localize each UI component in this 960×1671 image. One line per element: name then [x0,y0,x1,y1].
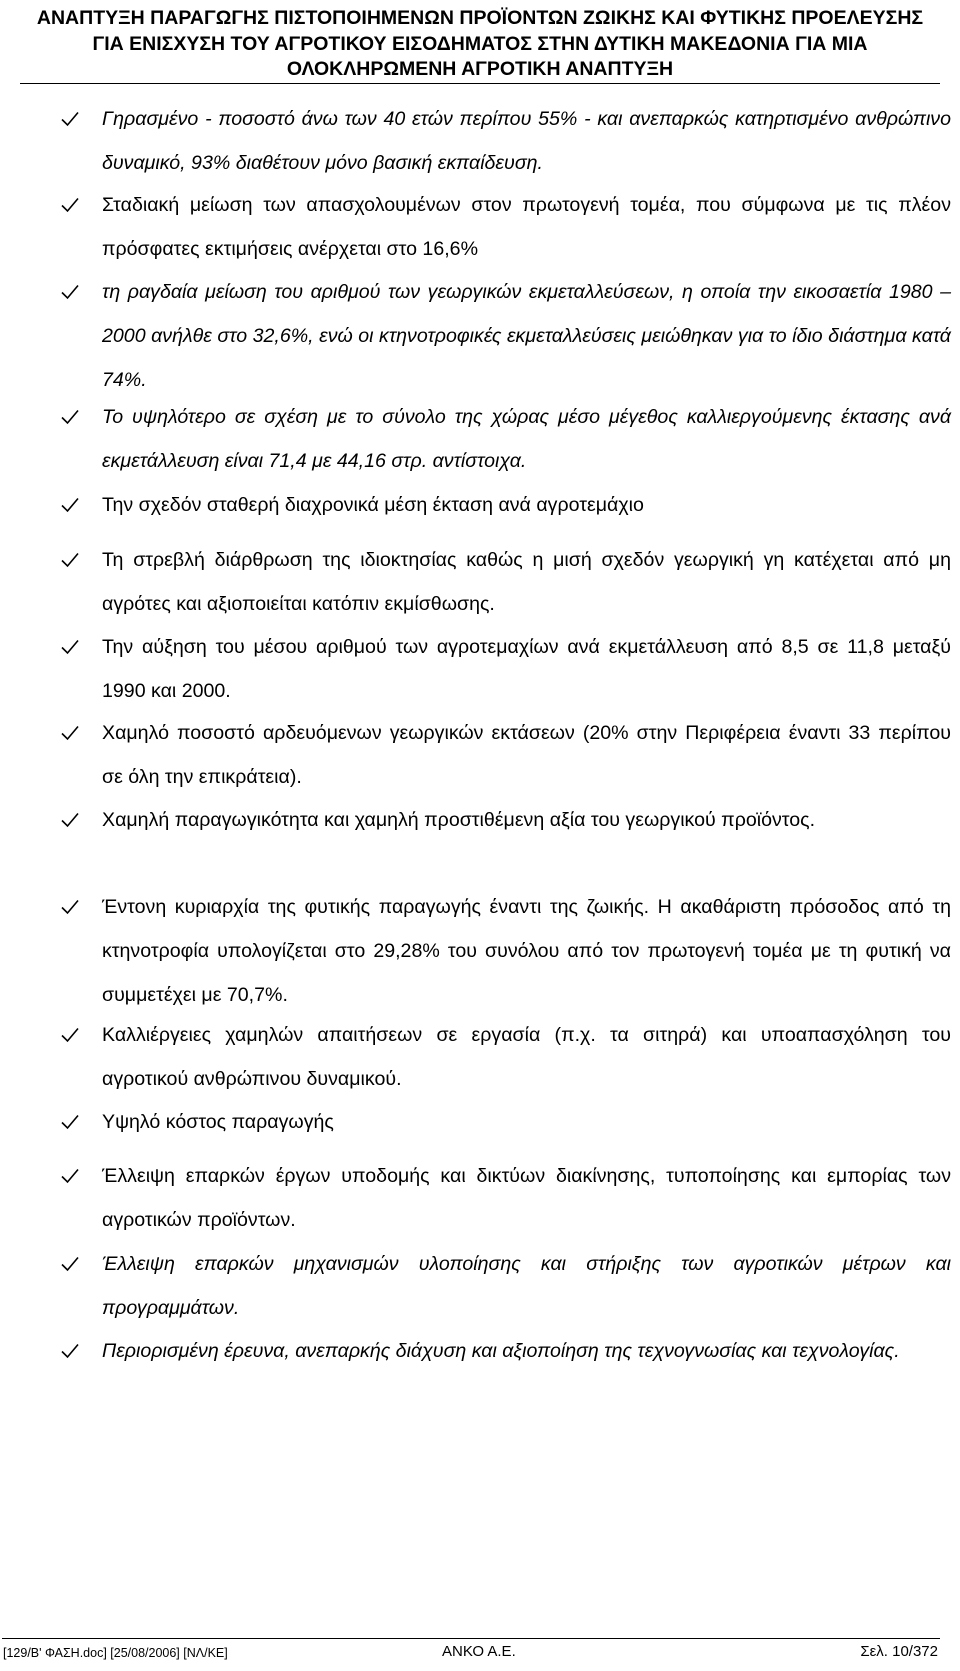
checkmark-icon [60,1329,82,1373]
list-item-text: τη ραγδαία μείωση του αριθμού των γεωργικών εκμεταλλεύσεων, η οποία την εικοσαετία 1980 – 2000 ανήλθε στο 32,6%, ενώ οι κτηνοτροφικές εκμεταλλεύσεις μειώθηκαν για το ίδιο διάστημα κατά 74%. [102,281,951,391]
document-header [0,6,960,83]
list-item [102,483,951,527]
footer-company: ΑΝΚΟ Α.Ε. [442,1643,516,1660]
list-item [102,1242,951,1330]
list-item [102,97,951,185]
checkmark-icon [60,1100,82,1144]
footer-file-info: [129/Β' ΦΑΣΗ.doc] [25/08/2006] [ΝΛ/ΚΕ] [3,1646,228,1660]
checkmark-icon [60,395,82,439]
list-item-text: Τη στρεβλή διάρθρωση της ιδιοκτησίας καθώς η μισή σχεδόν γεωργική γη κατέχεται από μη αγρότες και αξιοποιείται κατόπιν εκμίσθωσης. [102,549,951,615]
footer-divider [2,1638,940,1639]
checkmark-icon [60,798,82,842]
checkmark-icon [60,97,82,141]
list-item [102,711,951,799]
list-item-text: Σταδιακή μείωση των απασχολουμένων στον πρωτογενή τομέα, που σύμφωνα με τις πλέον πρόσφατες εκτιμήσεις ανέρχεται στο 16,6% [102,194,951,260]
footer-page-number: Σελ. 10/372 [860,1643,938,1660]
list-item [102,1329,951,1373]
list-item-text: Καλλιέργειες χαμηλών απαιτήσεων σε εργασία (π.χ. τα σιτηρά) και υποαπασχόληση του αγροτικού ανθρώπινου δυναμικού. [102,1024,951,1090]
list-item [102,625,951,713]
list-item-text: Χαμηλό ποσοστό αρδευόμενων γεωργικών εκτάσεων (20% στην Περιφέρεια έναντι 33 περίπου σε όλη την επικράτεια). [102,722,951,788]
list-item-text: Έλλειψη επαρκών μηχανισμών υλοποίησης και στήριξης των αγροτικών μέτρων και προγραμμάτων. [102,1253,951,1319]
checkmark-icon [60,270,82,314]
list-item [102,395,951,483]
header-divider [20,83,940,84]
header-line-2: ΓΙΑ ΕΝΙΣΧΥΣΗ ΤΟΥ ΑΓΡΟΤΙΚΟΥ ΕΙΣΟΔΗΜΑΤΟΣ ΣΤΗΝ ΔΥΤΙΚΗ ΜΑΚΕΔΟΝΙΑ ΓΙΑ ΜΙΑ [92,32,868,55]
list-item-text: Έντονη κυριαρχία της φυτικής παραγωγής έναντι της ζωικής. Η ακαθάριστη πρόσοδος από τη κτηνοτροφία υπολογίζεται στο 29,28% του συνόλου από τον πρωτογενή τομέα με τη φυτική να συμμετέχει με 70,7%. [102,896,951,1006]
checkmark-icon [60,483,82,527]
list-item [102,1013,951,1101]
list-item-text: Γηρασμένο - ποσοστό άνω των 40 ετών περίπου 55% - και ανεπαρκώς κατηρτισμένο ανθρώπινο δυναμικό, 93% διαθέτουν μόνο βασική εκπαίδευση. [102,108,951,174]
list-item [102,1154,951,1242]
list-item [102,183,951,271]
list-item-text: Το υψηλότερο σε σχέση με το σύνολο της χώρας μέσο μέγεθος καλλιεργούμενης έκτασης ανά εκμετάλλευση είναι 71,4 με 44,16 στρ. αντίστοιχα. [102,406,951,472]
checkmark-icon [60,711,82,755]
checkmark-icon [60,885,82,929]
checkmark-icon [60,1013,82,1057]
list-item [102,538,951,626]
checkmark-icon [60,538,82,582]
list-item-text: Έλλειψη επαρκών έργων υποδομής και δικτύων διακίνησης, τυποποίησης και εμπορίας των αγροτικών προϊόντων. [102,1165,951,1231]
list-item [102,1100,951,1144]
list-item-text: Την σχεδόν σταθερή διαχρονικά μέση έκταση ανά αγροτεμάχιο [102,494,644,516]
list-item-text: Υψηλό κόστος παραγωγής [102,1111,334,1133]
header-line-1: ΑΝΑΠΤΥΞΗ ΠΑΡΑΓΩΓΗΣ ΠΙΣΤΟΠΟΙΗΜΕΝΩΝ ΠΡΟΪΟΝΤΩΝ ΖΩΙΚΗΣ ΚΑΙ ΦΥΤΙΚΗΣ ΠΡΟΕΛΕΥΣΗΣ [36,7,924,29]
list-item-text: Περιορισμένη έρευνα, ανεπαρκής διάχυση και αξιοποίηση της τεχνογνωσίας και τεχνολογίας. [102,1340,900,1362]
header-line-3: ΟΛΟΚΛΗΡΩΜΕΝΗ ΑΓΡΟΤΙΚΗ ΑΝΑΠΤΥΞΗ [286,58,674,80]
checkmark-icon [60,1154,82,1198]
list-item-text: Χαμηλή παραγωγικότητα και χαμηλή προστιθέμενη αξία του γεωργικού προϊόντος. [102,809,816,831]
checkmark-icon [60,625,82,669]
checkmark-icon [60,1242,82,1286]
list-item [102,270,951,402]
list-item-text: Την αύξηση του μέσου αριθμού των αγροτεμαχίων ανά εκμετάλλευση από 8,5 σε 11,8 μεταξύ 1990 και 2000. [102,636,951,702]
checkmark-icon [60,183,82,227]
list-item [102,798,951,842]
list-item [102,885,951,1017]
